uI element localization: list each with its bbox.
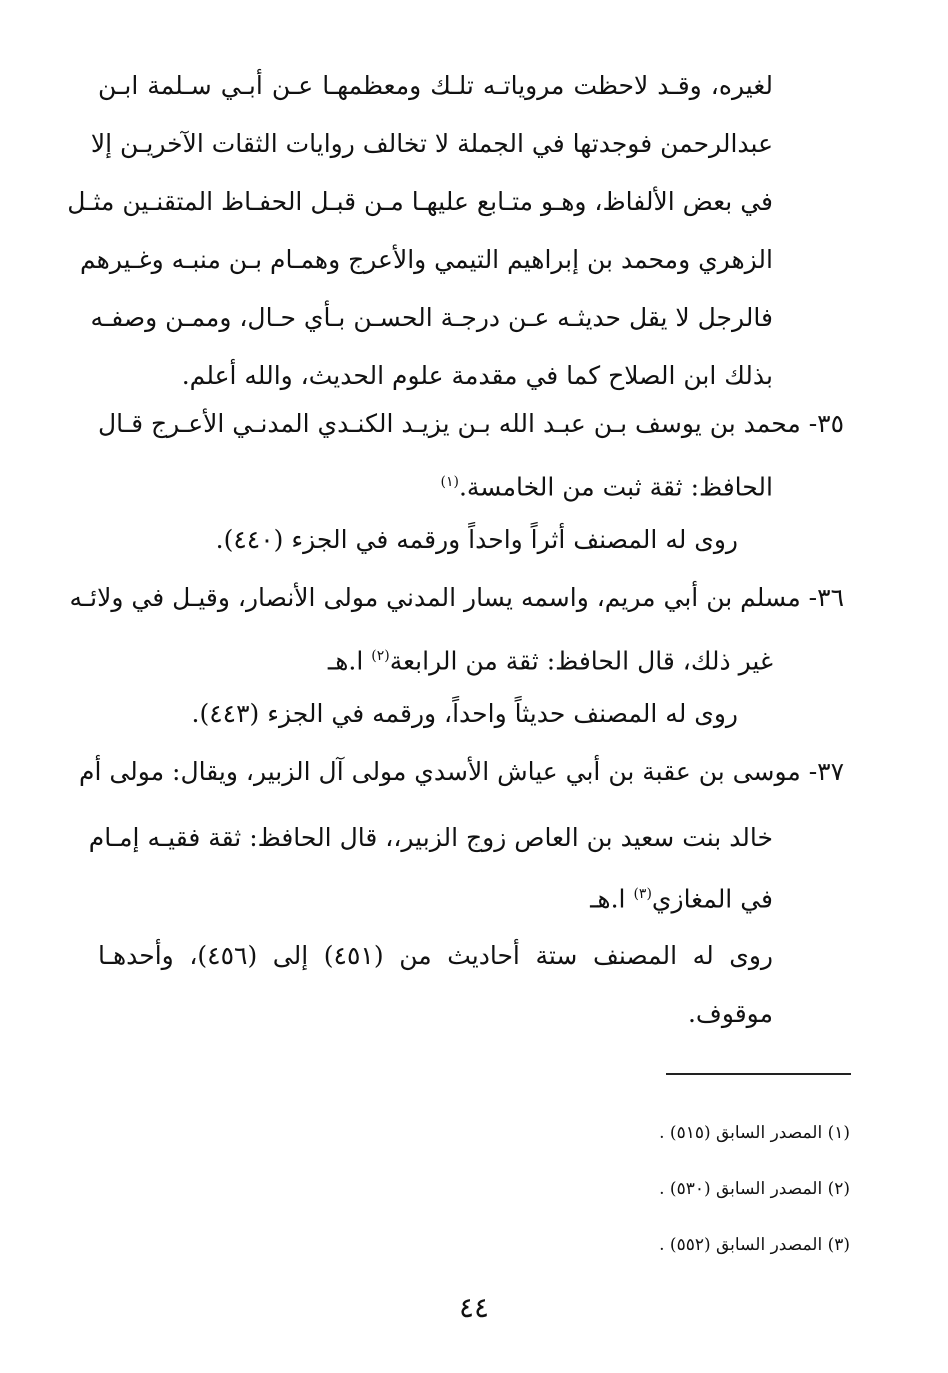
page-number: ٤٤: [458, 1291, 490, 1324]
entry-36-line-1: ٣٦- مسلم بن أبي مريم، واسمه يسار المدني مولى الأنصار، وقيـل في ولائـه: [69, 583, 844, 612]
intro-line-3: في بعض الألفاظ، وهـو متـابع عليهـا مـن قبـل الحفـاظ المتقنـين مثـل: [67, 187, 773, 216]
entry-35-line-1: ٣٥- محمد بن يوسف بـن عبـد الله بـن يزيـد الكنـدي المدنـي الأعـرج قـال: [97, 409, 844, 438]
footnote-separator: [666, 1073, 851, 1075]
entry-35-text: الحافظ: ثقة ثبت من الخامسة.: [458, 472, 773, 502]
intro-line-5: فالرجل لا يقل حديثـه عـن درجـة الحسـن بـأي حـال، وممـن وصفـه: [90, 303, 773, 332]
footnote-3: (٣) المصدر السابق (٥٥٢) .: [659, 1235, 850, 1255]
entry-36-text: غير ذلك، قال الحافظ: ثقة من الرابعة: [389, 646, 773, 676]
footnote-ref-1: (١): [440, 474, 459, 490]
footnote-2: (٢) المصدر السابق (٥٣٠) .: [659, 1179, 850, 1199]
entry-37-end-mark: ا.هـ: [590, 884, 626, 914]
entry-35-line-2: [440, 462, 773, 507]
intro-line-4: الزهري ومحمد بن إبراهيم التيمي والأعرج وهمـام بـن منبـه وغـيرهم: [80, 245, 773, 274]
entry-35-narration: روى له المصنف أثراً واحداً ورقمه في الجزء (٤٤٠).: [215, 525, 738, 554]
footnote-ref-2: (٢): [371, 648, 390, 664]
entry-37-text: في المغازي: [651, 884, 773, 914]
entry-37-line-3: [590, 874, 773, 919]
footnote-ref-3: (٣): [633, 886, 652, 902]
footnote-1: (١) المصدر السابق (٥١٥) .: [659, 1123, 850, 1143]
entry-36-line-2: [328, 636, 773, 681]
entry-37-narration-line-1: روى له المصنف ستة أحاديث من (٤٥١) إلى (٤٥٦)، وأحدهـا: [98, 941, 773, 970]
entry-37-narration-line-2: موقوف.: [687, 999, 773, 1028]
intro-line-6: بذلك ابن الصلاح كما في مقدمة علوم الحديث، والله أعلم.: [181, 361, 773, 390]
entry-36-end-mark: ا.هـ: [327, 646, 364, 676]
entry-37-line-1: ٣٧- موسى بن عقبة بن أبي عياش الأسدي مولى آل الزبير، ويقال: مولى أم: [78, 757, 844, 786]
intro-line-1: لغيره، وقـد لاحظت مروياتـه تلـك ومعظمهـا عـن أبـي سـلمة ابـن: [98, 71, 773, 100]
entry-37-line-2: خالد بنت سعيد بن العاص زوج الزبير،، قال الحافظ: ثقة فقيـه إمـام: [88, 823, 773, 852]
intro-line-2: عبدالرحمن فوجدتها في الجملة لا تخالف روايات الثقات الآخريـن إلا: [90, 129, 773, 158]
entry-36-narration: روى له المصنف حديثاً واحداً، ورقمه في الجزء (٤٤٣).: [191, 699, 738, 728]
